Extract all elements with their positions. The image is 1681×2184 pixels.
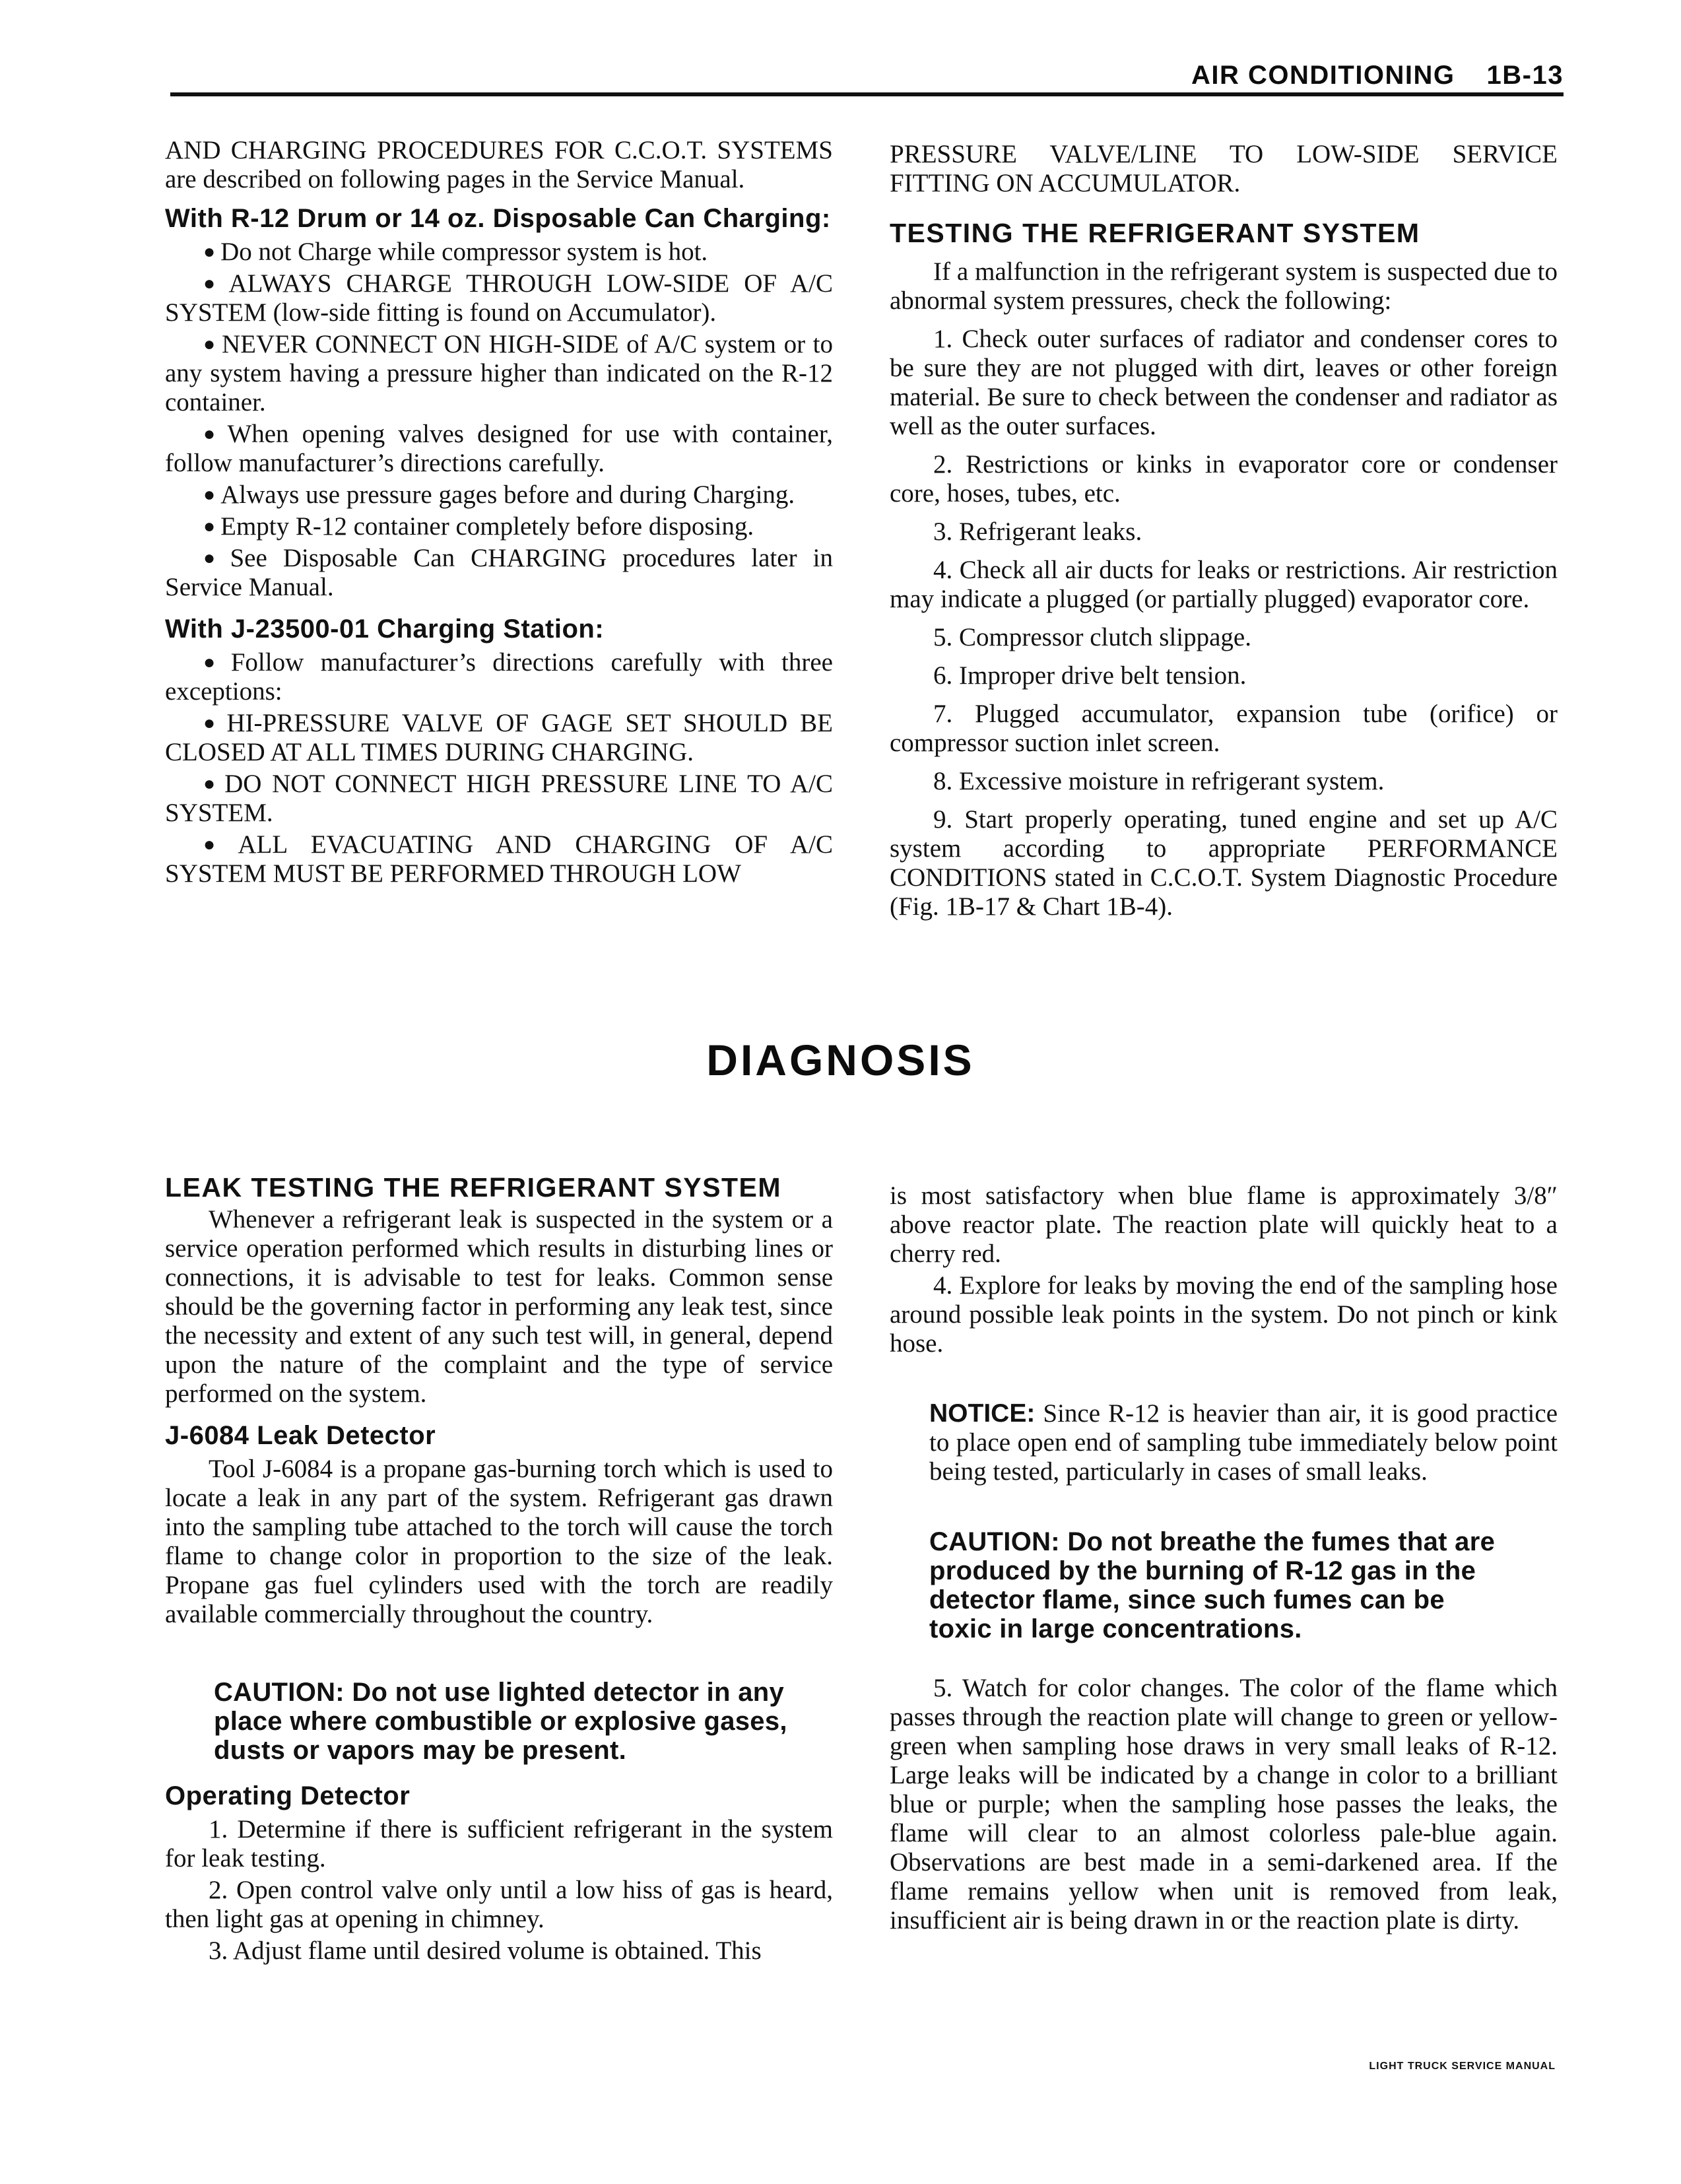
top-right-column (890, 140, 1558, 931)
bullet-icon: ● (203, 484, 216, 506)
bullet-item: ● Always use pressure gages before and during Charging. (203, 480, 795, 509)
bullet-item: ● When opening valves designed for use with container, follow manufacturer’s directions carefully. (165, 420, 833, 477)
leak-testing-heading: LEAK TESTING THE REFRIGERANT SYSTEM (165, 1172, 782, 1203)
diagnosis-left-column (165, 1172, 833, 1968)
testing-item: 7. Plugged accumulator, expansion tube (orifice) or compressor suction inlet screen. (890, 700, 1558, 757)
caution-lighted-detector: CAUTION: Do not use lighted detector in any place where combustible or explosive gases, dusts or vapors may be present. (214, 1678, 787, 1765)
bullet-icon: ● (203, 547, 225, 569)
charging-station-heading: With J-23500-01 Charging Station: (165, 614, 605, 644)
testing-item: 9. Start properly operating, tuned engine and set up A/C system according to appropriate PERFORMANCE CONDITIONS stated in C.C.O.T. System Diagnostic Procedure (Fig. 1B-17 & Chart 1B-4). (890, 805, 1558, 921)
continuation-paragraph: PRESSURE VALVE/LINE TO LOW-SIDE SERVICE FITTING ON ACCUMULATOR. (890, 140, 1558, 197)
diagnosis-title: DIAGNOSIS (706, 1036, 975, 1084)
bullet-item: ● HI-PRESSURE VALVE OF GAGE SET SHOULD BE CLOSED AT ALL TIMES DURING CHARGING. (165, 709, 834, 766)
operating-step: 2. Open control valve only until a low hiss of gas is heard, then light gas at opening in chimney. (165, 1876, 833, 1933)
notice-block (929, 1399, 1558, 1486)
leak-testing-body: Whenever a refrigerant leak is suspected in the system or a service operation performed which results in disturbing lines or connections, it is advisable to test for leaks. Common sense should be the governing factor in performing any leak test, since the necessity and extent of any such test will, in general, depend upon the nature of the complaint and the type of service performed on the system. (165, 1205, 833, 1408)
bullet-item: ● Follow manufacturer’s directions carefully with three exceptions: (165, 648, 833, 706)
testing-item: 4. Check all air ducts for leaks or restrictions. Air restriction may indicate a plugged (or partially plugged) evaporator core. (890, 556, 1558, 613)
testing-item: 8. Excessive moisture in refrigerant system. (933, 767, 1385, 795)
testing-item: 6. Improper drive belt tension. (933, 661, 1247, 690)
intro-paragraph: AND CHARGING PROCEDURES FOR C.C.O.T. SYSTEMS are described on following pages in the Service Manual. (165, 136, 833, 193)
bullet-item: ● ALL EVACUATING AND CHARGING OF A/C SYSTEM MUST BE PERFORMED THROUGH LOW (165, 830, 833, 888)
top-left-column (165, 136, 833, 891)
testing-intro: If a malfunction in the refrigerant system is suspected due to abnormal system pressures, check the following: (890, 257, 1558, 315)
drum-charging-bullets (165, 238, 833, 602)
running-header (1191, 61, 1564, 90)
notice-label: NOTICE: (929, 1399, 1036, 1428)
bullet-icon: ● (203, 515, 216, 537)
bullet-icon: ● (203, 834, 233, 855)
operating-step: 3. Adjust flame until desired volume is obtained. This (209, 1936, 762, 1965)
bullet-item: ● DO NOT CONNECT HIGH PRESSURE LINE TO A/C SYSTEM. (165, 770, 833, 827)
testing-item: 2. Restrictions or kinks in evaporator core or condenser core, hoses, tubes, etc. (890, 450, 1558, 508)
bullet-item: ● NEVER CONNECT ON HIGH-SIDE of A/C system or to any system having a pressure higher than indicated on the R-12 container. (165, 330, 833, 416)
leak-detector-heading: J-6084 Leak Detector (165, 1421, 436, 1450)
diagnosis-right-column (890, 1181, 1558, 1944)
bullet-item: ● Empty R-12 container completely before disposing. (203, 512, 754, 541)
bullet-item: ● See Disposable Can CHARGING procedures later in Service Manual. (165, 544, 833, 601)
bullet-icon: ● (203, 651, 226, 673)
page-header (170, 57, 1564, 96)
bullet-icon: ● (203, 241, 216, 263)
bullet-item: ● ALWAYS CHARGE THROUGH LOW-SIDE OF A/C SYSTEM (low-side fitting is found on Accumulator). (165, 269, 833, 327)
bullet-icon: ● (203, 712, 222, 734)
bullet-icon: ● (203, 333, 216, 355)
page-number: 1B-13 (1486, 61, 1564, 90)
leak-detector-body: Tool J-6084 is a propane gas-burning torch which is used to locate a leak in any part of the system. Refrigerant gas drawn into the sampling tube attached to the torch will cause the torch flame to change color in proportion to the size of the leak. Propane gas fuel cylinders used with the torch are readily available commercially throughout the country. (165, 1455, 833, 1628)
caution-fumes: CAUTION: Do not breathe the fumes that are produced by the burning of R-12 gas in the detector flame, since such fumes can be toxic in large concentrations. (929, 1527, 1496, 1643)
testing-item: 1. Check outer surfaces of radiator and condenser cores to be sure they are not plugged with dirt, leaves or other foreign material. Be sure to check between the condenser and radiator as well as the outer surfaces. (890, 325, 1558, 440)
footer-manual-title: LIGHT TRUCK SERVICE MANUAL (1369, 2061, 1556, 2072)
operating-detector-heading: Operating Detector (165, 1781, 411, 1810)
bullet-icon: ● (203, 423, 222, 445)
notice-text: Since R-12 is heavier than air, it is good practice to place open end of sampling tube immediately below point being tested, particularly in cases of small leaks. (929, 1399, 1558, 1486)
testing-item: 3. Refrigerant leaks. (933, 517, 1142, 546)
step3-continuation: is most satisfactory when blue flame is approximately 3/8″ above reactor plate. The reaction plate will quickly heat to a cherry red. (890, 1181, 1558, 1268)
section-title: AIR CONDITIONING (1191, 61, 1455, 90)
drum-charging-heading: With R-12 Drum or 14 oz. Disposable Can Charging: (165, 204, 831, 233)
operating-step-5: 5. Watch for color changes. The color of the flame which passes through the reaction plate will change to green or yellow-green when sampling hose draws in very small leaks of R-12. Large leaks will be indicated by a change in color to a brilliant blue or purple; when the sampling hose passes the leaks, the flame will clear to an almost colorless pale-blue again. Observations are best made in a semi-darkened area. If the flame remains yellow when unit is removed from leak, insufficient air is being drawn in or the reaction plate is dirty. (890, 1674, 1558, 1935)
bullet-icon: ● (203, 773, 220, 795)
testing-heading: TESTING THE REFRIGERANT SYSTEM (890, 218, 1420, 248)
header-rule (170, 92, 1564, 96)
operating-step: 1. Determine if there is sufficient refrigerant in the system for leak testing. (165, 1815, 833, 1872)
operating-step-4: 4. Explore for leaks by moving the end of the sampling hose around possible leak points in the system. Do not pinch or kink hose. (890, 1271, 1558, 1358)
bullet-item: ● Do not Charge while compressor system is hot. (203, 238, 708, 266)
testing-item: 5. Compressor clutch slippage. (933, 623, 1251, 651)
charging-station-bullets (165, 648, 833, 888)
bullet-icon: ● (203, 273, 224, 294)
